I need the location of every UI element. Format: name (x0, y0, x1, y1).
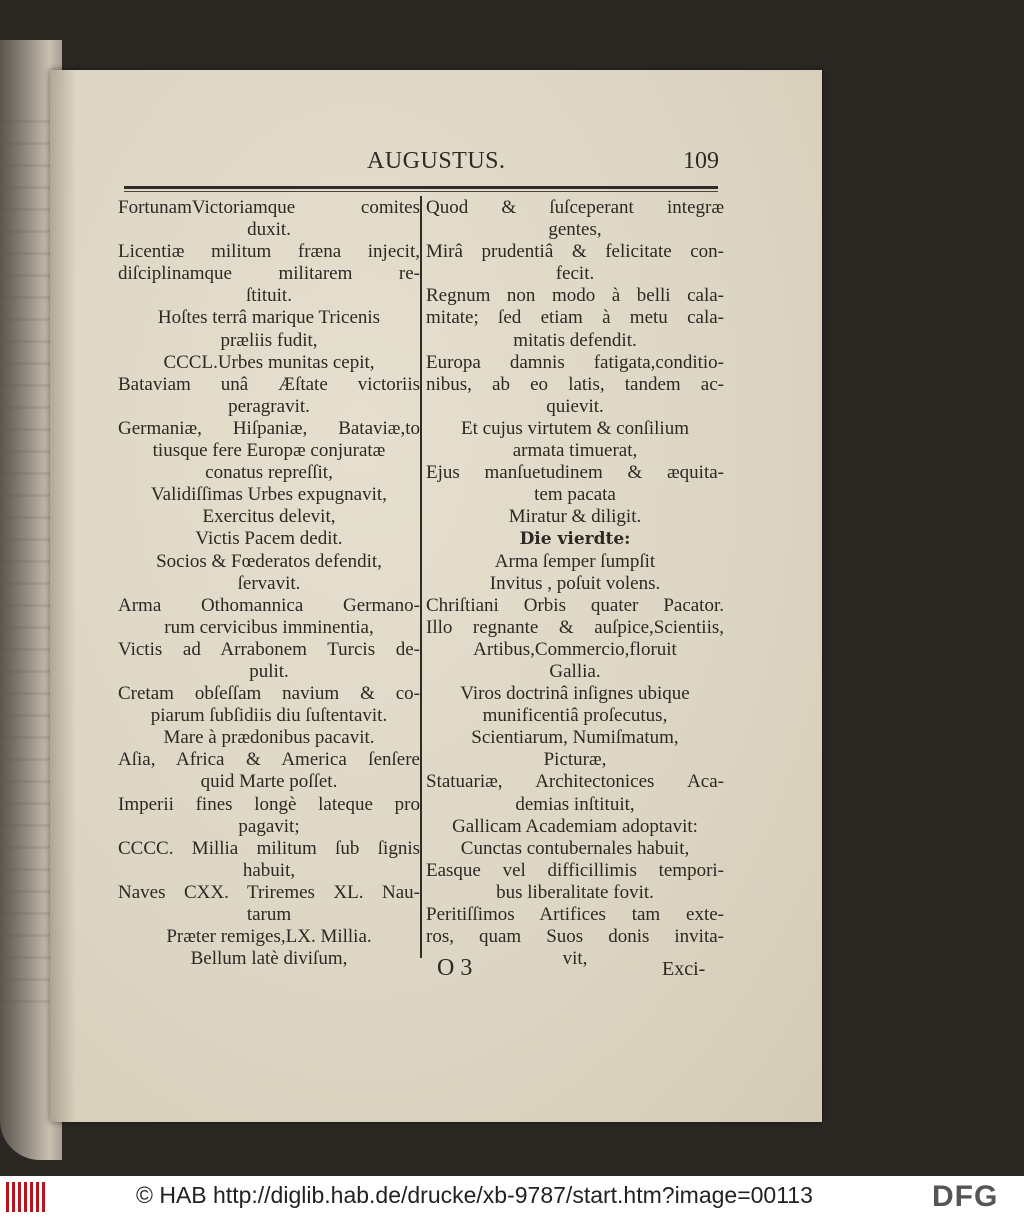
text-line: bus liberalitate fovit. (496, 881, 654, 903)
text-line: mitatis defendit. (513, 329, 637, 351)
text-line: Bellum latè diviſum, (190, 948, 348, 970)
text-line: gentes, (548, 219, 602, 241)
text-line: Viros doctrinâ inſignes ubique (460, 683, 690, 705)
text-line: Exercitus delevit, (202, 506, 336, 528)
text-line: Aſia, Africa & America ſenſere (118, 749, 420, 771)
text-line: armata timuerat, (512, 440, 638, 462)
text-line: Germaniæ, Hiſpaniæ, Bataviæ,to (118, 417, 420, 439)
text-line: quievit. (546, 395, 604, 417)
page-number: 109 (683, 148, 719, 174)
text-line: Regnum non modo à belli cala- (426, 285, 724, 307)
text-line: peragravit. (228, 395, 310, 417)
text-line: Naves CXX. Triremes XL. Nau- (118, 881, 420, 903)
text-line: Victis ad Arrabonem Turcis de- (118, 638, 420, 660)
text-line: Quod & ſuſceperant integræ (426, 197, 724, 218)
right-column (426, 197, 724, 970)
text-line: Peritiſſimos Artifices tam exte- (426, 904, 724, 925)
text-line: pulit. (249, 660, 289, 682)
text-line: Scientiarum, Numiſmatum, (471, 727, 679, 749)
blackletter-heading: Die vierdte: (519, 529, 631, 550)
facing-page-ghost-text (4, 120, 50, 1020)
left-column (118, 197, 420, 970)
text-line: Easque vel difficillimis tempori- (426, 859, 724, 881)
text-line: Arma Othomannica Germano- (118, 594, 420, 616)
text-line: Picturæ, (543, 749, 607, 771)
text-line: FortunamVictoriamque comites (118, 197, 420, 218)
text-line: pagavit; (238, 815, 300, 837)
copyright-link[interactable]: © HAB http://diglib.hab.de/drucke/xb-9787/start.htm?image=00113 (136, 1182, 813, 1208)
text-line: Cunctas contubernales habuit, (460, 837, 690, 859)
text-line: Et cujus virtutem & conſilium (461, 417, 689, 439)
text-line: Mare à prædonibus pacavit. (163, 727, 375, 749)
text-line: Chriſtiani Orbis quater Pacator. (426, 594, 724, 616)
text-line: Arma ſemper ſumpſit (494, 550, 656, 572)
text-line: ſtituit. (246, 285, 292, 307)
text-line: Imperii fines longè lateque pro (118, 793, 420, 815)
text-line: ros, quam Suos donis invita- (426, 926, 724, 948)
text-line: CCCC. Millia militum ſub ſignis (118, 837, 420, 859)
text-line: Socios & Fœderatos defendit, (156, 550, 382, 572)
text-line: Ejus manſuetudinem & æquita- (426, 462, 724, 484)
text-line: quid Marte poſſet. (200, 771, 338, 793)
text-line: ſervavit. (237, 572, 301, 594)
text-line: Gallia. (549, 660, 601, 682)
catchword: Exci- (662, 958, 706, 980)
text-line: Artibus,Commercio,floruit (473, 638, 677, 660)
text-line: Illo regnante & auſpice,Scientiis, (426, 616, 724, 638)
text-line: Præter remiges,LX. Millia. (166, 926, 372, 948)
text-line: tem pacata (534, 484, 616, 506)
text-line: tarum (246, 904, 292, 925)
text-line: duxit. (247, 219, 291, 241)
text-line: Europa damnis fatigata,conditio- (426, 351, 724, 373)
text-line: Bataviam unâ Æſtate victoriis (118, 373, 420, 395)
text-line: Mirâ prudentiâ & felicitate con- (426, 241, 724, 263)
text-line: Licentiæ militum fræna injecit, (118, 241, 420, 263)
running-head (0, 146, 1024, 190)
text-line: Invitus , poſuit volens. (489, 572, 661, 594)
signature-mark: O 3 (437, 955, 473, 981)
text-line: Gallicam Academiam adoptavit: (452, 815, 698, 837)
text-line: conatus repreſſit, (205, 462, 333, 484)
text-line: CCCL.Urbes munitas cepit, (163, 351, 375, 373)
text-line: tiusque fere Europæ conjuratæ (152, 440, 386, 462)
text-line: rum cervicibus imminentia, (164, 616, 374, 638)
text-line: præliis fudit, (220, 329, 318, 351)
text-line: Miratur & diligit. (508, 506, 642, 528)
text-line: fecit. (555, 263, 595, 285)
running-title: AUGUSTUS. (367, 148, 506, 174)
text-line: diſciplinamque militarem re- (118, 263, 420, 285)
text-line: Victis Pacem dedit. (195, 528, 343, 550)
text-line: demias inſtituit, (515, 793, 635, 815)
text-line: munificentiâ proſecutus, (482, 705, 668, 727)
text-line: mitate; ſed etiam à metu cala- (426, 307, 724, 329)
header-rule-thin (124, 191, 718, 192)
text-line: habuit, (242, 859, 296, 881)
viewer-footer (0, 1176, 1024, 1217)
dfg-logo: DFG (932, 1180, 999, 1213)
text-line: piarum ſubſidiis diu ſuſtentavit. (150, 705, 388, 727)
gutter-shadow (50, 70, 76, 1122)
hab-logo-icon (6, 1182, 46, 1212)
column-divider (420, 196, 422, 958)
text-line: nibus, ab eo latis, tandem ac- (426, 373, 724, 395)
text-line: vit, (562, 948, 588, 970)
text-line: Statuariæ, Architectonices Aca- (426, 771, 724, 793)
header-rule (124, 186, 718, 189)
text-line: Validiſſimas Urbes expugnavit, (151, 484, 387, 506)
text-line: Hoſtes terrâ marique Tricenis (157, 307, 381, 329)
text-line: Cretam obſeſſam navium & co- (118, 683, 420, 705)
